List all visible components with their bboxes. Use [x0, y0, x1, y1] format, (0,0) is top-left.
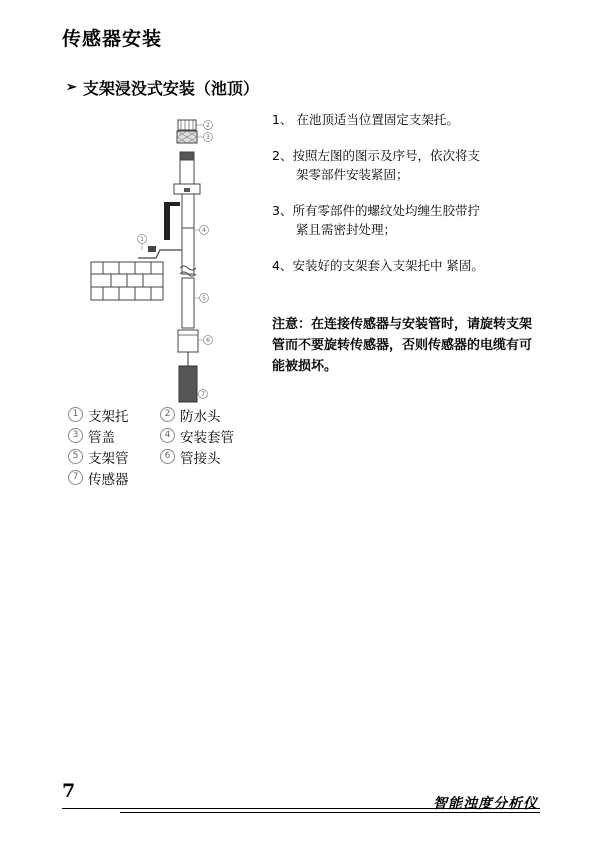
legend-num: 4: [160, 428, 175, 443]
page-number: 7: [62, 780, 76, 802]
legend-label: 防水头: [180, 408, 221, 425]
step-text: 2、按照左图的图示及序号，依次将支: [272, 148, 480, 163]
legend-label: 支架托: [88, 408, 129, 425]
step-text: 3、所有零部件的螺纹处均缠生胶带拧: [272, 203, 480, 218]
step-text: 4、安装好的支架套入支架托中 紧固。: [272, 258, 484, 273]
callout-3: 3: [206, 134, 210, 141]
legend-num: 7: [68, 470, 83, 485]
legend-label: 管接头: [180, 450, 221, 467]
step-text: 1、 在池顶适当位置固定支架托。: [272, 112, 459, 127]
installation-steps: [272, 110, 537, 292]
warning-note: 注意：在连接传感器与安装管时，请旋转支架管而不要旋转传感器，否则传感器的电缆有可能被损坏。: [272, 317, 533, 374]
section-heading: [66, 76, 259, 99]
step-4: [272, 256, 537, 275]
pipe-cap: [177, 131, 197, 143]
callout-1: 1: [140, 236, 144, 243]
legend-num: 3: [68, 428, 83, 443]
brick-wall: [91, 262, 163, 300]
legend-num: 1: [68, 407, 83, 422]
waterproof-head: [178, 120, 196, 130]
legend-label: 支架管: [88, 450, 129, 467]
legend-num: 6: [160, 449, 175, 464]
callout-6: 6: [206, 337, 210, 344]
callout-5: 5: [202, 295, 206, 302]
legend-label: 管盖: [88, 429, 115, 446]
legend-label: 安装套管: [180, 429, 234, 446]
page-title: 传感器安装: [62, 28, 163, 50]
installation-diagram: [86, 118, 236, 408]
callout-2: 2: [206, 122, 210, 129]
step-text-cont: 紧且需密封处理；: [296, 222, 397, 237]
parts-legend: [68, 404, 268, 488]
step-1: [272, 110, 537, 129]
callout-4: 4: [202, 227, 206, 234]
section-heading-text: 支架浸没式安装（池顶）: [82, 79, 259, 98]
legend-label: 传感器: [88, 471, 129, 488]
step-2: [272, 146, 537, 184]
footer-title: 智能浊度分析仪: [433, 796, 538, 812]
step-3: [272, 201, 537, 239]
legend-num: 5: [68, 449, 83, 464]
callout-7: 7: [201, 391, 205, 398]
arrow-bullet-icon: ➢: [66, 80, 77, 95]
legend-num: 2: [160, 407, 175, 422]
step-text-cont: 架零部件安装紧固；: [296, 167, 409, 182]
